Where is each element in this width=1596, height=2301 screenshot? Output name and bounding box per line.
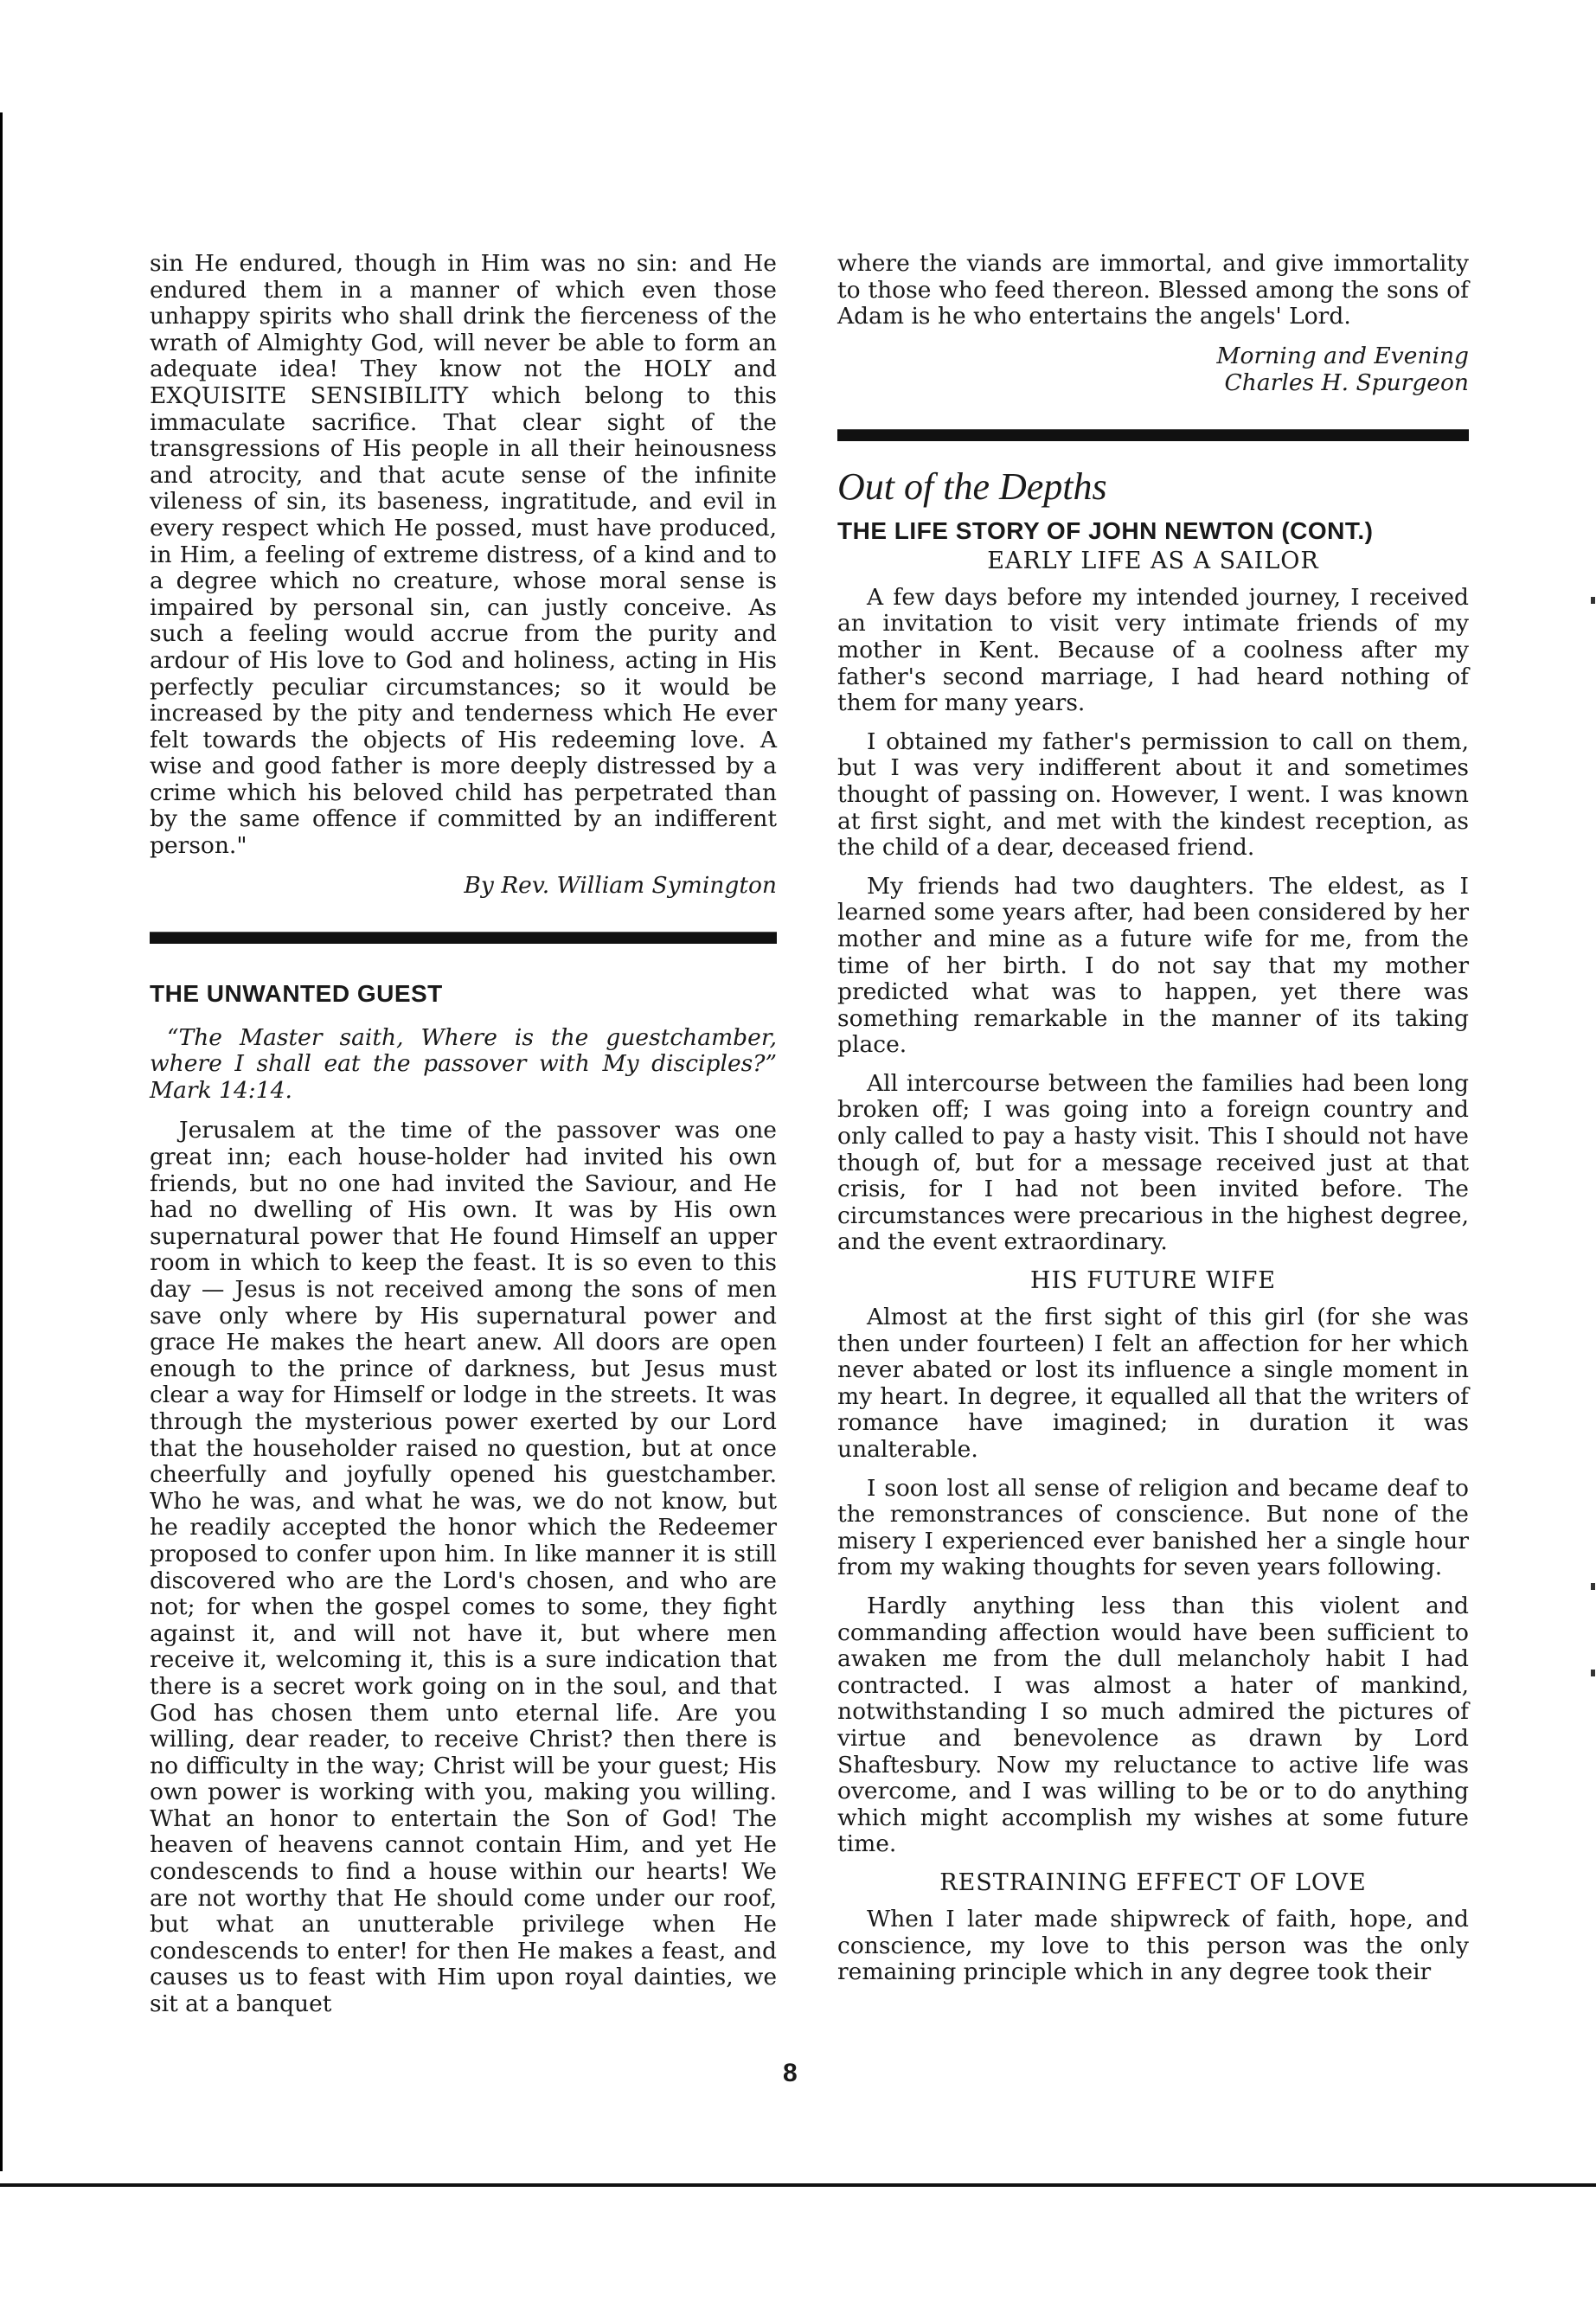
page-number: 8 [783,2059,798,2087]
signature: By Rev. William Symington [464,871,777,899]
epigraph: “The Master saith, Where is the guestchamber, where I shall eat the passover with My disciples?” Mark 14:14. [150,1023,777,1104]
signature-author: Charles H. Spurgeon [1224,369,1469,396]
section-title: THE LIFE STORY OF JOHN NEWTON (CONT.) [837,516,1374,544]
body-paragraph: All intercourse between the families had been long broken off; I was going into a foreign country and only called to pay a hasty visit. This I should not have though of, but for a message received just at that crisis, for I had not been invited before. The circumstances were precarious in the highest degree, and the event extraordinary. [837,1069,1469,1256]
section-divider [837,429,1469,441]
scan-artifact [1591,597,1595,604]
body-paragraph: where the viands are immortal, and give immortality to those who feed thereon. Blessed among the sons of Adam is he who entertains the angels' Lord. [837,250,1469,330]
scan-left-edge [0,112,3,2171]
scan-artifact [1591,1583,1595,1590]
section-title: THE UNWANTED GUEST [150,979,443,1007]
body-paragraph: sin He endured, though in Him was no sin: and He endured them in a manner of which even those unhappy spirits who shall drink the fierceness of the wrath of Almighty God, will never be able to form an adequate idea! They know not the HOLY and EXQUISITE SENSIBILITY which belong to this immaculate sacrifice. That clear sight of the transgressions of His people in all their heinousness and atrocity, and that acute sense of the infinite vileness of sin, its baseness, ingratitude, and evil in every respect which He possed, must have produced, in Him, a feeling of extreme distress, of a kind and to a degree which no creature, whose moral sense is impaired by personal sin, can justly conceive. As such a feeling would accrue from the purity and ardour of His love to God and holiness, acting in His perfectly peculiar circumstances; so it would be increased by the pity and tenderness which He ever felt towards the objects of His redeeming love. A wise and good father is more deeply distressed by a crime which his beloved child has perpetrated than by the same offence if committed by an indifferent person." [150,250,777,860]
body-paragraph: I soon lost all sense of religion and became deaf to the remonstrances of conscience. But none of the misery I experienced ever banished her a single hour from my waking thoughts for seven years following. [837,1474,1469,1581]
body-paragraph: Jerusalem at the time of the passover was one great inn; each house-holder had invited his own friends, but no one had invited the Saviour, and He had no dwelling of His own. It was by His own supernatural power that He found Himself an upper room in which to keep the feast. It is so even to this day — Jesus is not received among the sons of men save only where by His supernatural power and grace He makes the heart anew. All doors are open enough to the prince of darkness, but Jesus must clear a way for Himself or lodge in the streets. It was through the mysterious power exerted by our Lord that the householder raised no question, but at once cheerfully and joyfully opened his guestchamber. Who he was, and what he was, we do not know, but he readily accepted the honor which the Redeemer proposed to confer upon him. In like manner it is still discovered who are the Lord's chosen, and who are not; for when the gospel comes to some, they fight against it, and will not have it, but where men receive it, welcoming it, this is a sure indication that there is a secret work going on in the soul, and that God has chosen them unto eternal life. Are you willing, dear reader, to receive Christ? then there is no difficulty in the way; Christ will be your guest; His own power is working with you, making you willing. What an honor to entertain the Son of God! The heaven of heavens cannot contain Him, and yet He condescends to find a house within our hearts! We are not worthy that He should come under our roof, but what an unutterable privilege when He condescends to enter! for then He makes a feast, and causes us to feast with Him upon royal dainties, we sit at a banquet [150,1117,777,2018]
subheading: RESTRAINING EFFECT OF LOVE [939,1868,1367,1896]
body-paragraph: My friends had two daughters. The eldest, as I learned some years after, had been considered by her mother and mine as a future wife for me, from the time of her birth. I do not say that my mother predicted what was to happen, yet there was something remarkable in the manner of its taking place. [837,872,1469,1059]
subheading: EARLY LIFE AS A SAILOR [987,547,1319,574]
body-paragraph: When I later made shipwreck of faith, hope, and conscience, my love to this person was the only remaining principle which in any degree took their [837,1905,1469,1986]
section-divider [150,932,777,944]
body-paragraph: I obtained my father's permission to call on them, but I was very indifferent about it and sometimes thought of passing on. However, I went. I was known at first sight, and met with the kindest reception, as the child of a dear, deceased friend. [837,727,1469,862]
series-title: Out of the Depths [837,465,1107,508]
subheading: HIS FUTURE WIFE [1029,1267,1277,1295]
right-column [837,251,1469,1998]
scan-bottom-edge [0,2183,1596,2187]
signature-source: Morning and Evening [1216,342,1469,369]
scan-artifact [1591,1670,1595,1676]
body-paragraph: Almost at the first sight of this girl (for she was then under fourteen) I felt an affection for her which never abated or lost its influence a single moment in my heart. In degree, it equalled all that the writers of romance have imagined; in duration it was unalterable. [837,1304,1469,1463]
body-paragraph: Hardly anything less than this violent and commanding affection would have been sufficient to awaken me from the dull melancholy habit I had contracted. I was almost a hater of mankind, notwithstanding I so much admired the pictures of virtue and benevolence as drawn by Lord Shaftesbury. Now my reluctance to active life was overcome, and I was willing to be or to do anything which might accomplish my wishes at some future time. [837,1592,1469,1858]
body-paragraph: A few days before my intended journey, I received an invitation to visit very intimate friends of my mother in Kent. Because of a coolness after my father's second marriage, I had heard nothing of them for many years. [837,583,1469,717]
left-column [150,251,777,2030]
